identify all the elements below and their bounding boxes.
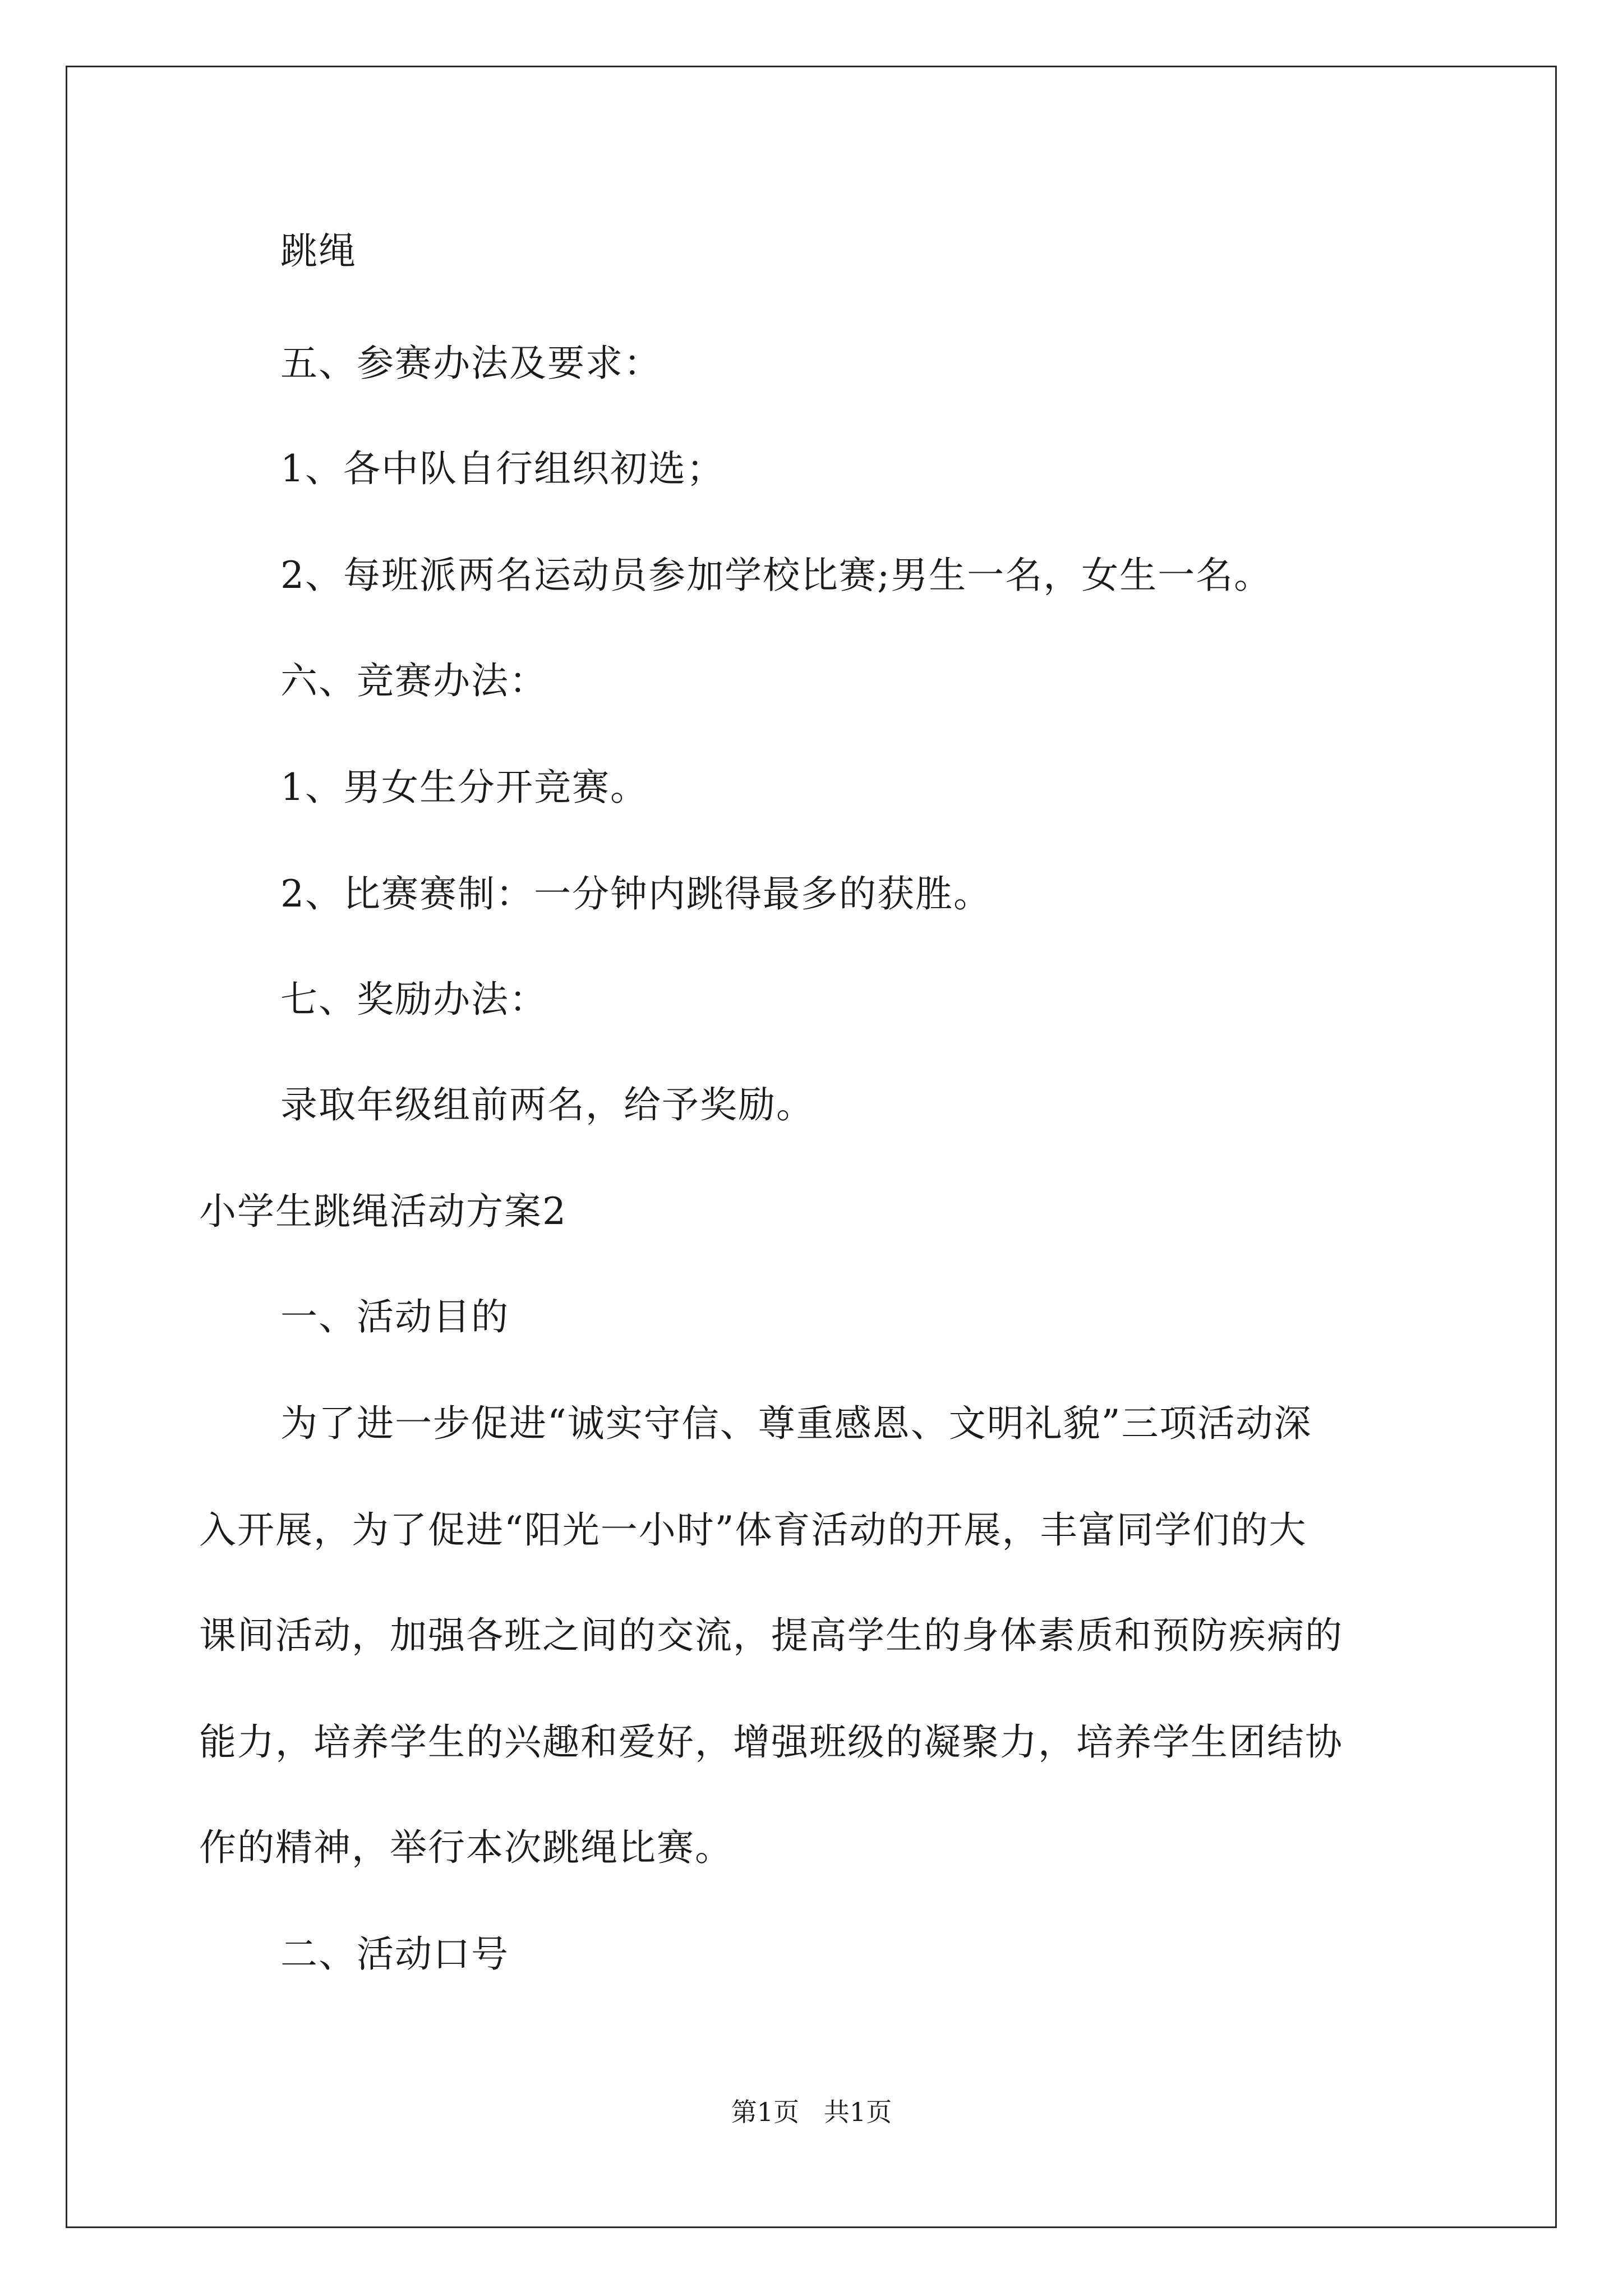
text-line: 2、比赛赛制：一分钟内跳得最多的获胜。 [280,872,992,915]
document-title: 小学生跳绳活动方案2 [199,1190,567,1233]
text-line: 1、各中队自行组织初选； [280,447,725,490]
section-heading-purpose: 一、活动目的 [280,1295,509,1338]
section-heading-awards: 七、奖励办法： [280,978,547,1021]
text-line: 2、每班派两名运动员参加学校比赛;男生一名，女生一名。 [280,554,1272,597]
section-heading-competition: 六、竞赛办法： [280,659,547,702]
paragraph-line: 为了进一步促进“诚实守信、尊重感恩、文明礼貌”三项活动深 [280,1402,1312,1445]
section-heading-slogan: 二、活动口号 [280,1932,509,1976]
paragraph-line: 能力，培养学生的兴趣和爱好，增强班级的凝聚力，培养学生团结协 [199,1720,1343,1764]
section-heading-rules: 五、参赛办法及要求： [280,342,662,385]
text-line: 1、男女生分开竞赛。 [280,766,648,809]
paragraph-line: 课间活动，加强各班之间的交流，提高学生的身体素质和预防疾病的 [199,1614,1343,1657]
page-footer: 第1页 共1页 [731,2097,892,2127]
text-line: 跳绳 [280,229,357,273]
text-line: 录取年级组前两名，给予奖励。 [280,1083,814,1126]
paragraph-line: 入开展，为了促进“阳光一小时”体育活动的开展，丰富同学们的大 [199,1508,1307,1552]
paragraph-line: 作的精神，举行本次跳绳比赛。 [199,1826,733,1869]
page-border [66,66,1557,2228]
